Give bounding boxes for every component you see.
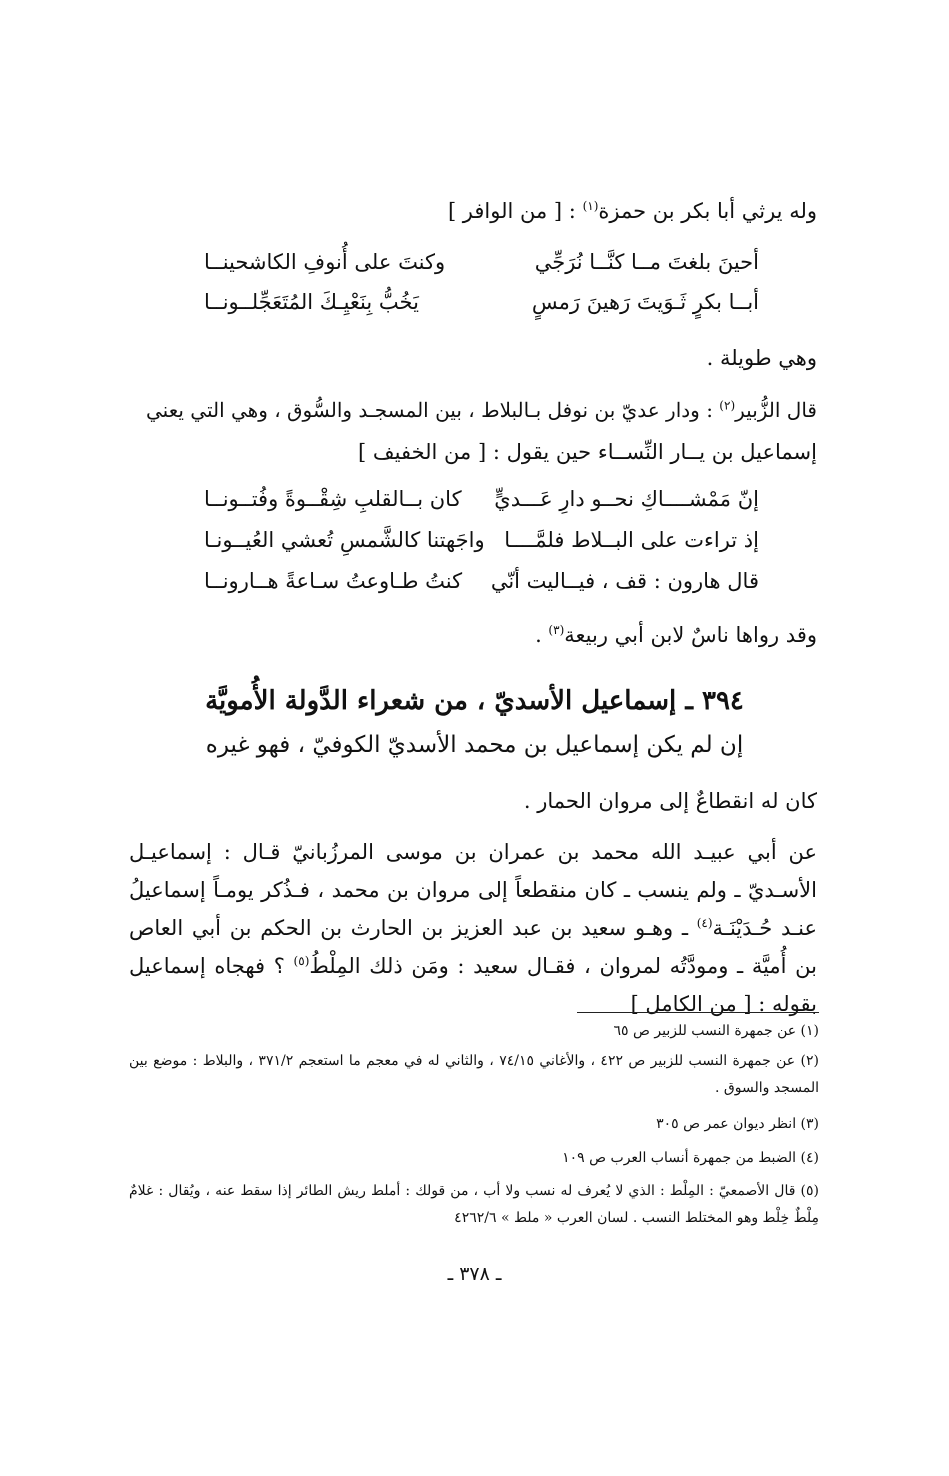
- verse-first-hemistich: أبــا بكرٍ ثَـوَيتَ رَهينَ رَمسٍ: [531, 290, 759, 314]
- poem2-verse: [204, 487, 759, 521]
- verse-first-hemistich: إذ تراءت على البــلاط فلمَّــــا: [504, 528, 759, 552]
- footnote-ref-2: (٢): [719, 398, 736, 413]
- entry-intro: كان له انقطاعٌ إلى مروان الحمار .: [523, 789, 817, 813]
- footnote-5: (٥) قال الأصمعيّ : المِلْط : الذي لا يُعرف له نسب ولا أب ، من قولك : أملط ريش الطائر إذا سقط عنه ، ويُقال : غلامٌ مِلْطٌ خِلْط وهو المختلط النسب . لسان العرب « ملط » ٤٢٦٢/٦: [129, 1183, 819, 1226]
- verse-second-hemistich: يَخُبُّ بِنَعْيِـكَ المُتَعَجِّلــونــا: [204, 290, 419, 314]
- zubayr-text-b: : ودار عديّ بن نوفل بـالبلاط ، بين المسجـد والسُّوق ، وهي التي يعني: [146, 398, 720, 422]
- after-poem-note: وهي طويلة .: [706, 346, 817, 370]
- verse-first-hemistich: قال هارون : قف ، فيــاليت أنّي: [490, 569, 759, 593]
- footnote-ref-3: (٣): [548, 623, 565, 637]
- footnote-3: (٣) انظر ديوان عمر ص ٣٠٥: [656, 1116, 819, 1132]
- rawaha-end: .: [535, 623, 549, 647]
- footnote-ref-4: (٤): [696, 916, 713, 930]
- footnote-ref-5: (٥): [293, 954, 310, 968]
- entry-subtitle: إن لم يكن إسماعيل بن محمد الأسديّ الكوفيّ ، فهو غيره: [205, 732, 744, 758]
- rawaha-text: وقد رواها ناسٌ لابن أبي ربيعة: [564, 623, 817, 647]
- entry-title: ٣٩٤ ـ إسماعيل الأسديّ ، من شعراء الدَّولة الأُمويَّة: [205, 686, 744, 716]
- narration-paragraph: [129, 833, 817, 1023]
- zubayr-line-1: [146, 395, 817, 425]
- zubayr-line-2: إسماعيل بن يــار النِّســاء حين يقول : [ من الخفيف ]: [358, 440, 817, 464]
- rawaha-line: [535, 620, 817, 650]
- narration-part-2: ـ وهـو سعيد بن عبد العزيز بن الحارث بن الحكم بن أبي العاص بن أُميَّة ـ ومودَّتُه لمروان ، فقـال سعيد : ومَن ذلك المِلْطُ: [129, 916, 817, 978]
- intro-line: [448, 196, 817, 226]
- zubayr-text-a: قال الزُّبير: [735, 398, 817, 422]
- page-number: ـ ٣٧٨ ـ: [447, 1263, 502, 1285]
- verse-first-hemistich: إنّ مَمْشــــاكِ نحــو دارِ عَـــديٍّ: [494, 487, 759, 511]
- poem1-verse: [204, 290, 759, 324]
- footnote-1: (١) عن جمهرة النسب للزبير ص ٦٥: [613, 1023, 819, 1039]
- poem2-verse: [204, 528, 759, 562]
- footnote-ref-1: (١): [582, 199, 599, 213]
- verse-first-hemistich: أحينَ بلغتَ مــا كنَّــا نُرَجِّي: [534, 250, 759, 274]
- verse-second-hemistich: واجَهتنا كالشَّمسِ تُعشي العُيــونـا: [204, 528, 485, 552]
- footnote-2: (٢) عن جمهرة النسب للزبير ص ٤٢٢ ، والأغاني ٧٤/١٥ ، والثاني له في معجم ما استعجم ٣٧١/٢ ، والبلاط : موضع بين المسجد والسوق .: [129, 1053, 819, 1096]
- poem1-verse: [204, 250, 759, 284]
- poem2-verse: [204, 569, 759, 603]
- narration-part-1: عن أبي عبيـد الله محمد بن عمران بن موسى المرزُبانيّ قـال : إسماعيـل الأسـديّ ـ ولم ينسب ـ كان منقطعاً إلى مروان بن محمد ، فـذُكر يومـاً إسماعيلُ عنـد حُـدَيْنَـة: [129, 840, 818, 940]
- narration-part-3: ؟ فهجاه إسماعيل بقوله : [ من الكامل ]: [129, 954, 817, 1016]
- intro-text: وله يرثي أبا بكر بن حمزة: [598, 199, 817, 223]
- verse-second-hemistich: كنتُ طـاوعتُ سـاعةً هــارونــا: [204, 569, 463, 593]
- intro-meter: : [ من الوافر ]: [447, 199, 583, 223]
- verse-second-hemistich: كان بــالقلبِ شِقْــوةً وفُتــونــا: [204, 487, 462, 511]
- footnote-4: (٤) الضبط من جمهرة أنساب العرب ص ١٠٩: [562, 1150, 819, 1166]
- verse-second-hemistich: وكنتَ على أُنوفِ الكاشحينــا: [204, 250, 446, 274]
- footnote-divider: [577, 1012, 819, 1013]
